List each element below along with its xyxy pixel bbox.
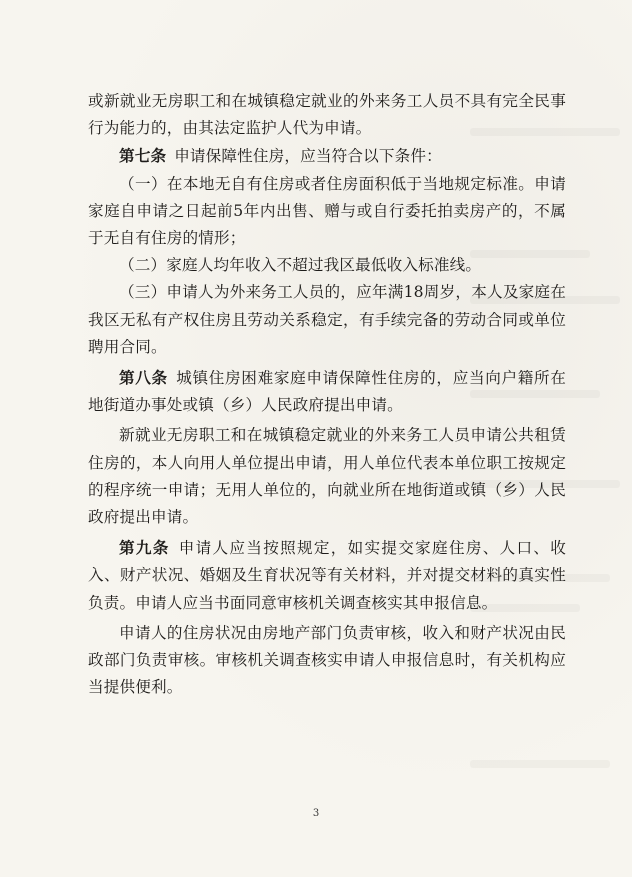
paragraph-4 [88, 252, 566, 279]
paragraph-5 [88, 279, 566, 361]
paragraph-text: （一）在本地无自有住房或者住房面积低于当地规定标准。申请家庭自申请之日起前5年内出售、赠与或自行委托拍卖房产的，不属于无自有住房的情形； [88, 174, 566, 248]
paragraph-text: 城镇住房困难家庭申请保障性住房的，应当向户籍所在地街道办事处或镇（乡）人民政府提出申请。 [88, 369, 567, 415]
document-body [88, 88, 566, 701]
paragraph-6 [88, 364, 566, 419]
paragraph-text: 新就业无房职工和在城镇稳定就业的外来务工人员申请公共租赁住房的，本人向用人单位提出申请，用人单位代表本单位职工按规定的程序统一申请；无用人单位的，向就业所在地街道或镇（乡）人民政府提出申请。 [88, 426, 566, 527]
paragraph-8 [88, 534, 566, 617]
paragraph-3 [88, 171, 566, 253]
paragraph-text: 或新就业无房职工和在城镇稳定就业的外来务工人员不具有完全民事行为能力的，由其法定监护人代为申请。 [88, 92, 566, 138]
paragraph-text: （三）申请人为外来务工人员的，应年满18周岁，本人及家庭在我区无私有产权住房且劳动关系稳定，有手续完备的劳动合同或单位聘用合同。 [88, 283, 566, 356]
paragraph-2 [88, 142, 566, 170]
article-number: 第八条 [119, 368, 168, 388]
paragraph-7 [88, 422, 566, 531]
paragraph-text: 申请保障性住房，应当符合以下条件： [174, 147, 442, 166]
paragraph-1 [88, 88, 566, 142]
article-number: 第七条 [119, 146, 167, 166]
article-number: 第九条 [119, 538, 170, 558]
page-number: 3 [312, 808, 320, 819]
paragraph-text: 申请人应当按照规定，如实提交家庭住房、人口、收入、财产状况、婚姻及生育状况等有关材料，并对提交材料的真实性负责。申请人应当书面同意审核机关调查核实其申报信息。 [88, 539, 567, 612]
paragraph-9 [88, 620, 566, 702]
paragraph-text: 申请人的住房状况由房地产部门负责审核，收入和财产状况由民政部门负责审核。审核机关调查核实申请人申报信息时，有关机构应当提供便利。 [88, 623, 566, 697]
paragraph-text: （二）家庭人均年收入不超过我区最低收入标准线。 [119, 256, 482, 275]
bleed-through-mark [470, 760, 610, 768]
